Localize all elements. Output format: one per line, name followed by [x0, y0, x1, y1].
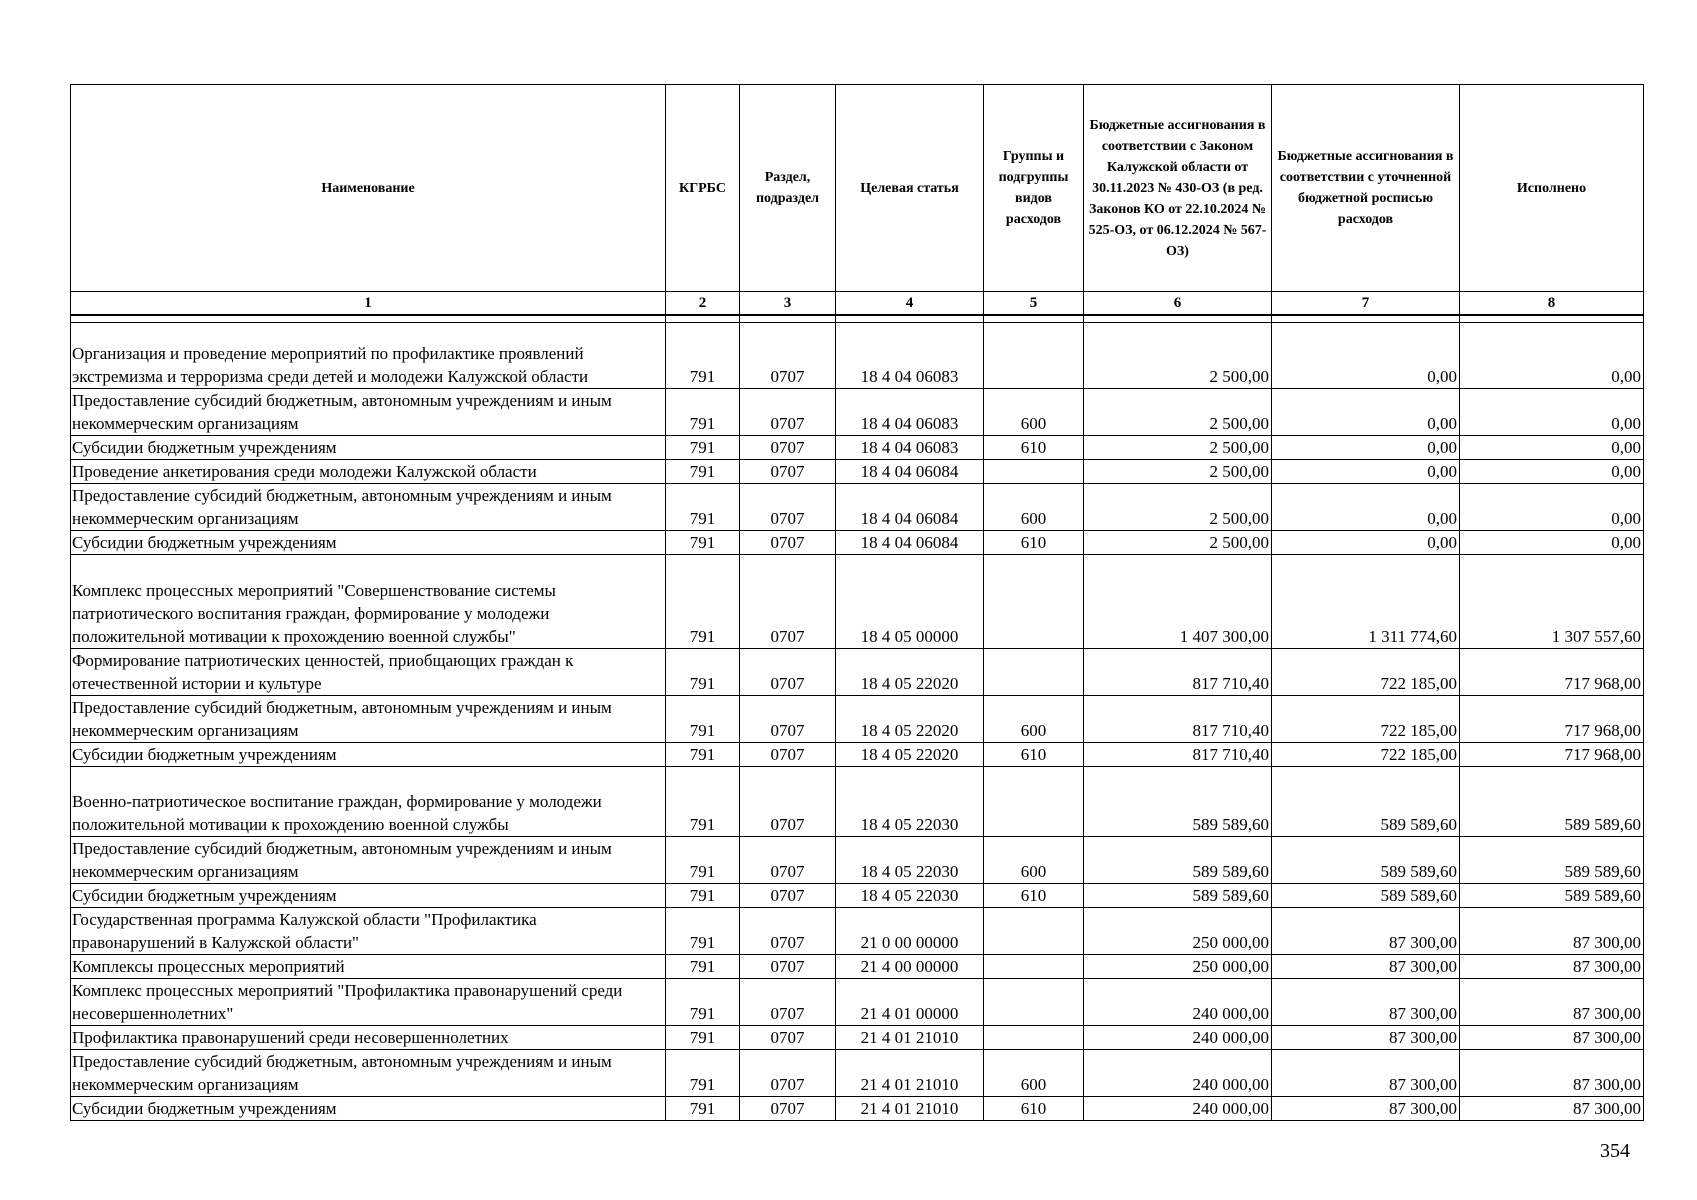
row-refined-allocation: 0,00: [1272, 436, 1460, 460]
row-target-article: 18 4 05 22030: [836, 837, 984, 884]
table-row: [71, 555, 1644, 649]
row-razdel: 0707: [740, 908, 836, 955]
column-number: 8: [1460, 292, 1644, 316]
row-target-article: 18 4 05 22020: [836, 649, 984, 696]
page-number: 354: [1600, 1140, 1630, 1162]
row-law-allocation: 2 500,00: [1084, 460, 1272, 484]
row-target-article: 21 4 01 21010: [836, 1097, 984, 1121]
row-executed: 0,00: [1460, 436, 1644, 460]
table-row: [71, 484, 1644, 531]
row-executed: 717 968,00: [1460, 649, 1644, 696]
row-name: Государственная программа Калужской области "Профилактика правонарушений в Калужской области": [71, 908, 666, 955]
row-refined-allocation: 0,00: [1272, 484, 1460, 531]
row-law-allocation: 2 500,00: [1084, 484, 1272, 531]
column-number: 6: [1084, 292, 1272, 316]
row-expense-group: 610: [984, 884, 1084, 908]
row-name: Комплексы процессных мероприятий: [71, 955, 666, 979]
row-refined-allocation: 87 300,00: [1272, 1050, 1460, 1097]
row-kgrbs: 791: [666, 555, 740, 649]
row-name: Организация и проведение мероприятий по профилактике проявлений экстремизма и терроризма среди детей и молодежи Калужской области: [71, 323, 666, 389]
row-refined-allocation: 87 300,00: [1272, 955, 1460, 979]
row-expense-group: [984, 767, 1084, 837]
row-law-allocation: 589 589,60: [1084, 767, 1272, 837]
row-law-allocation: 1 407 300,00: [1084, 555, 1272, 649]
column-number: 3: [740, 292, 836, 316]
header-razdel: Раздел, подраздел: [740, 85, 836, 292]
row-expense-group: [984, 649, 1084, 696]
header-expense-groups: Группы и подгруппы видов расходов: [984, 85, 1084, 292]
row-expense-group: 610: [984, 531, 1084, 555]
row-name: Предоставление субсидий бюджетным, автономным учреждениям и иным некоммерческим организациям: [71, 696, 666, 743]
row-executed: 589 589,60: [1460, 884, 1644, 908]
row-target-article: 18 4 05 22030: [836, 767, 984, 837]
row-target-article: 18 4 04 06083: [836, 323, 984, 389]
row-law-allocation: 2 500,00: [1084, 323, 1272, 389]
row-executed: 0,00: [1460, 460, 1644, 484]
row-refined-allocation: 722 185,00: [1272, 649, 1460, 696]
row-expense-group: 600: [984, 837, 1084, 884]
row-refined-allocation: 589 589,60: [1272, 767, 1460, 837]
row-law-allocation: 240 000,00: [1084, 1026, 1272, 1050]
row-law-allocation: 2 500,00: [1084, 531, 1272, 555]
row-razdel: 0707: [740, 531, 836, 555]
row-kgrbs: 791: [666, 979, 740, 1026]
row-refined-allocation: 722 185,00: [1272, 696, 1460, 743]
row-name: Проведение анкетирования среди молодежи Калужской области: [71, 460, 666, 484]
row-expense-group: 600: [984, 696, 1084, 743]
row-razdel: 0707: [740, 767, 836, 837]
row-expense-group: [984, 555, 1084, 649]
row-expense-group: 600: [984, 484, 1084, 531]
row-expense-group: 610: [984, 436, 1084, 460]
row-refined-allocation: 87 300,00: [1272, 1026, 1460, 1050]
row-name: Субсидии бюджетным учреждениям: [71, 436, 666, 460]
row-refined-allocation: 87 300,00: [1272, 1097, 1460, 1121]
row-target-article: 18 4 05 22020: [836, 696, 984, 743]
row-razdel: 0707: [740, 484, 836, 531]
row-kgrbs: 791: [666, 323, 740, 389]
row-kgrbs: 791: [666, 767, 740, 837]
row-kgrbs: 791: [666, 884, 740, 908]
row-refined-allocation: 0,00: [1272, 531, 1460, 555]
row-kgrbs: 791: [666, 436, 740, 460]
row-executed: 87 300,00: [1460, 955, 1644, 979]
row-target-article: 18 4 05 00000: [836, 555, 984, 649]
row-target-article: 21 0 00 00000: [836, 908, 984, 955]
header-row: [71, 85, 1644, 292]
row-law-allocation: 240 000,00: [1084, 1050, 1272, 1097]
row-razdel: 0707: [740, 837, 836, 884]
row-executed: 717 968,00: [1460, 743, 1644, 767]
table-row: [71, 908, 1644, 955]
row-name: Комплекс процессных мероприятий "Совершенствование системы патриотического воспитания граждан, формирование у молодежи положительной мотивации к прохождению военной службы": [71, 555, 666, 649]
row-razdel: 0707: [740, 323, 836, 389]
row-expense-group: [984, 955, 1084, 979]
row-name: Субсидии бюджетным учреждениям: [71, 884, 666, 908]
row-razdel: 0707: [740, 555, 836, 649]
header-executed: Исполнено: [1460, 85, 1644, 292]
row-executed: 717 968,00: [1460, 696, 1644, 743]
row-refined-allocation: 87 300,00: [1272, 908, 1460, 955]
row-name: Предоставление субсидий бюджетным, автономным учреждениям и иным некоммерческим организациям: [71, 837, 666, 884]
row-refined-allocation: 87 300,00: [1272, 979, 1460, 1026]
header-kgrbs: КГРБС: [666, 85, 740, 292]
row-name: Предоставление субсидий бюджетным, автономным учреждениям и иным некоммерческим организациям: [71, 484, 666, 531]
table-row: [71, 389, 1644, 436]
column-number: 5: [984, 292, 1084, 316]
row-expense-group: 600: [984, 389, 1084, 436]
column-number: 4: [836, 292, 984, 316]
row-expense-group: [984, 1026, 1084, 1050]
row-law-allocation: 250 000,00: [1084, 955, 1272, 979]
row-razdel: 0707: [740, 436, 836, 460]
row-razdel: 0707: [740, 1026, 836, 1050]
row-law-allocation: 589 589,60: [1084, 837, 1272, 884]
row-executed: 0,00: [1460, 323, 1644, 389]
row-name: Предоставление субсидий бюджетным, автономным учреждениям и иным некоммерческим организациям: [71, 389, 666, 436]
row-executed: 0,00: [1460, 389, 1644, 436]
header-divider: [71, 315, 1644, 323]
table-row: [71, 767, 1644, 837]
row-executed: 87 300,00: [1460, 979, 1644, 1026]
row-razdel: 0707: [740, 1050, 836, 1097]
row-name: Субсидии бюджетным учреждениям: [71, 743, 666, 767]
table-row: [71, 696, 1644, 743]
table-row: [71, 884, 1644, 908]
row-kgrbs: 791: [666, 649, 740, 696]
row-expense-group: [984, 979, 1084, 1026]
table-row: [71, 436, 1644, 460]
table-body: [71, 315, 1644, 1121]
row-razdel: 0707: [740, 884, 836, 908]
row-target-article: 18 4 04 06084: [836, 460, 984, 484]
row-refined-allocation: 722 185,00: [1272, 743, 1460, 767]
row-law-allocation: 589 589,60: [1084, 884, 1272, 908]
row-executed: 0,00: [1460, 484, 1644, 531]
table-row: [71, 460, 1644, 484]
row-refined-allocation: 0,00: [1272, 323, 1460, 389]
row-expense-group: [984, 460, 1084, 484]
row-executed: 589 589,60: [1460, 767, 1644, 837]
row-law-allocation: 240 000,00: [1084, 1097, 1272, 1121]
row-name: Предоставление субсидий бюджетным, автономным учреждениям и иным некоммерческим организациям: [71, 1050, 666, 1097]
row-kgrbs: 791: [666, 837, 740, 884]
row-executed: 0,00: [1460, 531, 1644, 555]
row-law-allocation: 817 710,40: [1084, 696, 1272, 743]
column-number: 1: [71, 292, 666, 316]
row-name: Субсидии бюджетным учреждениям: [71, 1097, 666, 1121]
row-razdel: 0707: [740, 460, 836, 484]
row-expense-group: [984, 323, 1084, 389]
header-target-article: Целевая статья: [836, 85, 984, 292]
row-name: Формирование патриотических ценностей, приобщающих граждан к отечественной истории и культуре: [71, 649, 666, 696]
row-target-article: 21 4 01 00000: [836, 979, 984, 1026]
row-target-article: 18 4 04 06083: [836, 389, 984, 436]
row-name: Комплекс процессных мероприятий "Профилактика правонарушений среди несовершеннолетних": [71, 979, 666, 1026]
row-kgrbs: 791: [666, 743, 740, 767]
table-row: [71, 649, 1644, 696]
row-target-article: 21 4 01 21010: [836, 1050, 984, 1097]
row-target-article: 21 4 01 21010: [836, 1026, 984, 1050]
row-refined-allocation: 589 589,60: [1272, 837, 1460, 884]
header-refined-allocations: Бюджетные ассигнования в соответствии с уточненной бюджетной росписью расходов: [1272, 85, 1460, 292]
row-expense-group: 600: [984, 1050, 1084, 1097]
row-kgrbs: 791: [666, 908, 740, 955]
row-law-allocation: 250 000,00: [1084, 908, 1272, 955]
row-kgrbs: 791: [666, 389, 740, 436]
row-law-allocation: 817 710,40: [1084, 743, 1272, 767]
row-kgrbs: 791: [666, 696, 740, 743]
column-number: 7: [1272, 292, 1460, 316]
row-razdel: 0707: [740, 389, 836, 436]
budget-table: [70, 84, 1644, 1121]
table-row: [71, 743, 1644, 767]
row-target-article: 18 4 05 22020: [836, 743, 984, 767]
row-kgrbs: 791: [666, 1050, 740, 1097]
table-row: [71, 323, 1644, 389]
row-kgrbs: 791: [666, 1026, 740, 1050]
row-expense-group: 610: [984, 743, 1084, 767]
row-kgrbs: 791: [666, 955, 740, 979]
row-razdel: 0707: [740, 743, 836, 767]
row-razdel: 0707: [740, 1097, 836, 1121]
row-razdel: 0707: [740, 649, 836, 696]
column-number: 2: [666, 292, 740, 316]
table-row: [71, 1050, 1644, 1097]
row-target-article: 21 4 00 00000: [836, 955, 984, 979]
header-law-allocations: Бюджетные ассигнования в соответствии с Законом Калужской области от 30.11.2023 № 430-ОЗ (в ред. Законов КО от 22.10.2024 № 525-ОЗ, от 06.12.2024 № 567-ОЗ): [1084, 85, 1272, 292]
row-refined-allocation: 0,00: [1272, 460, 1460, 484]
budget-sheet: [70, 84, 1643, 1121]
row-kgrbs: 791: [666, 484, 740, 531]
row-executed: 87 300,00: [1460, 1097, 1644, 1121]
row-kgrbs: 791: [666, 460, 740, 484]
row-name: Профилактика правонарушений среди несовершеннолетних: [71, 1026, 666, 1050]
row-refined-allocation: 589 589,60: [1272, 884, 1460, 908]
row-executed: 1 307 557,60: [1460, 555, 1644, 649]
row-executed: 87 300,00: [1460, 908, 1644, 955]
row-law-allocation: 817 710,40: [1084, 649, 1272, 696]
row-expense-group: [984, 908, 1084, 955]
table-row: [71, 1026, 1644, 1050]
row-refined-allocation: 1 311 774,60: [1272, 555, 1460, 649]
row-refined-allocation: 0,00: [1272, 389, 1460, 436]
row-executed: 87 300,00: [1460, 1026, 1644, 1050]
row-target-article: 18 4 04 06083: [836, 436, 984, 460]
table-row: [71, 531, 1644, 555]
header-name: Наименование: [71, 85, 666, 292]
table-row: [71, 955, 1644, 979]
table-row: [71, 837, 1644, 884]
table-row: [71, 1097, 1644, 1121]
row-kgrbs: 791: [666, 531, 740, 555]
row-executed: 589 589,60: [1460, 837, 1644, 884]
row-razdel: 0707: [740, 979, 836, 1026]
row-razdel: 0707: [740, 955, 836, 979]
row-law-allocation: 2 500,00: [1084, 389, 1272, 436]
row-target-article: 18 4 04 06084: [836, 531, 984, 555]
row-target-article: 18 4 04 06084: [836, 484, 984, 531]
table-row: [71, 979, 1644, 1026]
row-kgrbs: 791: [666, 1097, 740, 1121]
row-law-allocation: 2 500,00: [1084, 436, 1272, 460]
row-name: Субсидии бюджетным учреждениям: [71, 531, 666, 555]
row-name: Военно-патриотическое воспитание граждан, формирование у молодежи положительной мотивации к прохождению военной службы: [71, 767, 666, 837]
row-expense-group: 610: [984, 1097, 1084, 1121]
row-razdel: 0707: [740, 696, 836, 743]
row-executed: 87 300,00: [1460, 1050, 1644, 1097]
column-number-row: [71, 292, 1644, 316]
row-target-article: 18 4 05 22030: [836, 884, 984, 908]
row-law-allocation: 240 000,00: [1084, 979, 1272, 1026]
